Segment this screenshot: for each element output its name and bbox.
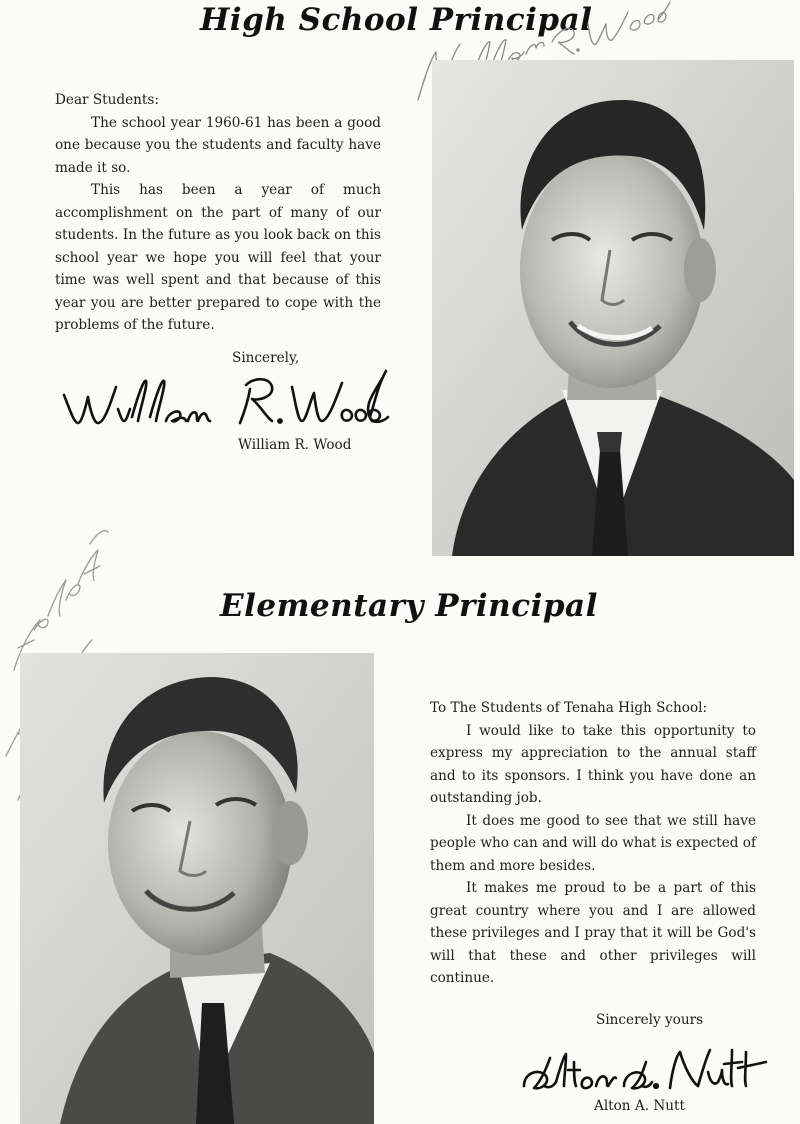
high-school-signed-name: William R. Wood: [238, 437, 352, 453]
elementary-letter: [430, 697, 756, 990]
alton-nutt-portrait-photo: [20, 653, 374, 1124]
high-school-letter: [55, 89, 381, 337]
elementary-principal-title: Elementary Principal: [220, 588, 598, 624]
elementary-salutation: To The Students of Tenaha High School:: [430, 700, 708, 716]
alton-nutt-signature: [520, 1042, 770, 1098]
elementary-closing: Sincerely yours: [596, 1012, 704, 1028]
elementary-paragraph-1: I would like to take this opportunity to express my appreciation to the annual staff and to its sponsors. I think you have done an outstanding job.: [430, 722, 756, 806]
high-school-principal-title: High School Principal: [200, 2, 593, 38]
elementary-signed-name: Alton A. Nutt: [594, 1098, 685, 1114]
elementary-paragraph-2: It does me good to see that we still have people who can and will do what is expected of them and more besides.: [430, 812, 756, 874]
high-school-paragraph-2: This has been a year of much accomplishment on the part of many of our students. In the future as you look back on this school year we hope you will feel that your time was well spent and that because of this year you are better prepared to cope with the problems of the future.: [55, 182, 381, 333]
high-school-salutation: Dear Students:: [55, 92, 159, 108]
high-school-paragraph-1: The school year 1960-61 has been a good one because you the students and faculty have made it so.: [55, 114, 381, 176]
william-wood-signature: [60, 365, 390, 435]
william-wood-portrait-photo: [432, 60, 794, 556]
high-school-closing: Sincerely,: [232, 350, 300, 366]
elementary-paragraph-3: It makes me proud to be a part of this great country where you and I are allowed these privileges and I pray that it will be God's will that these and other privileges will continue.: [430, 880, 756, 986]
